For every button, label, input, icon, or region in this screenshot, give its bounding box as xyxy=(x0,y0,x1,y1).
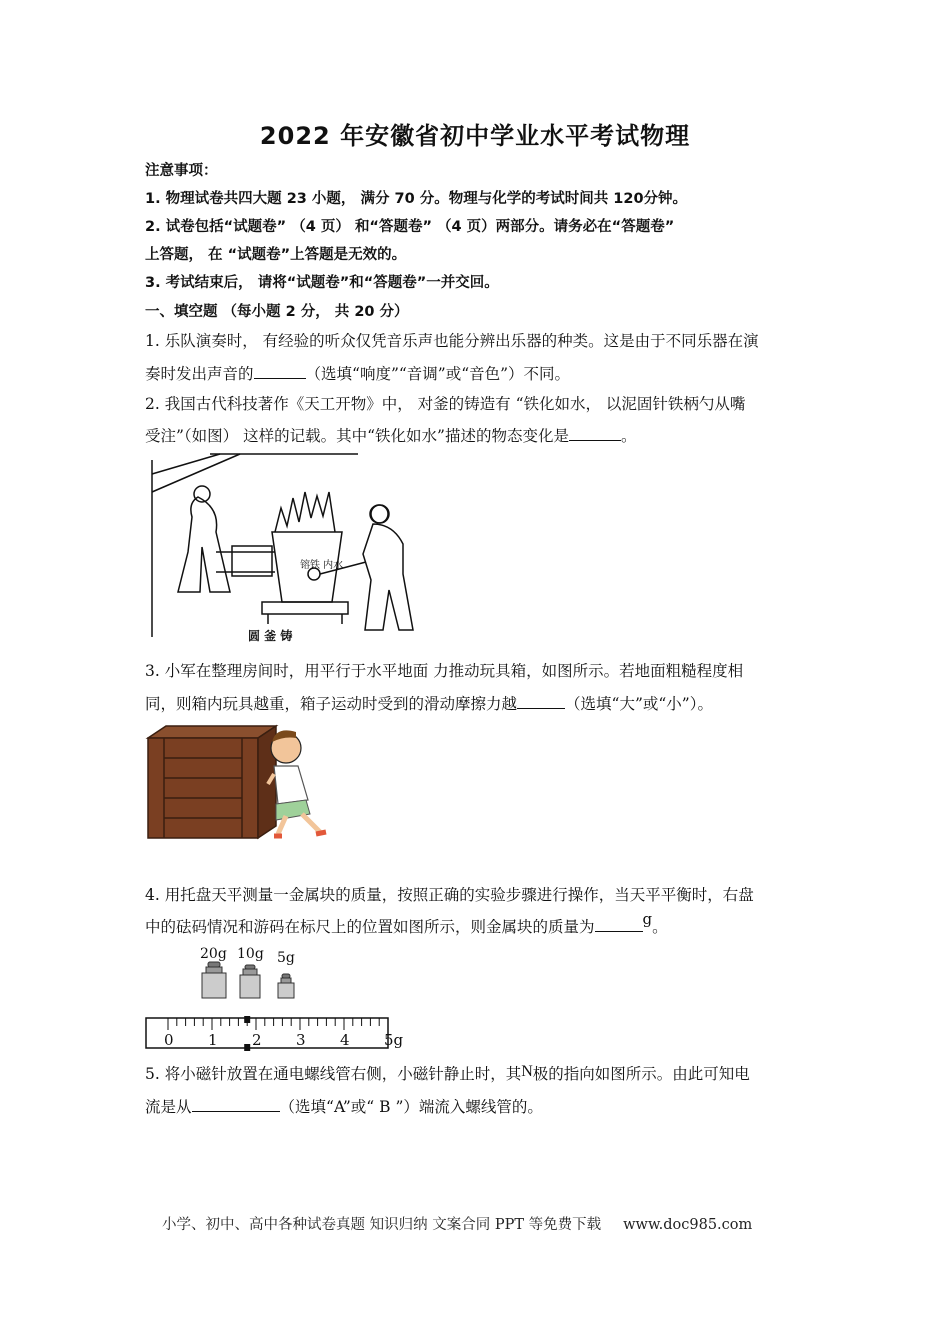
ruler-label: 4 xyxy=(340,1031,350,1049)
q3-answer-blank[interactable] xyxy=(517,692,565,709)
weight-10g xyxy=(240,965,260,998)
notes-item-1: 1. 物理试卷共四大题 23 小题， 满分 70 分。物理与化学的考试时间共 120分钟。 xyxy=(145,191,688,207)
pot-label: 镕铁 内水 xyxy=(300,560,344,571)
q3-line2 xyxy=(145,692,825,715)
notes-item-3: 3. 考试结束后， 请将“试题卷”和“答题卷”一并交回。 xyxy=(145,275,499,291)
q3-text-post: （选填“大”或“小”）。 xyxy=(565,695,713,713)
weight-5g xyxy=(278,974,294,998)
q4-answer-blank[interactable] xyxy=(595,915,643,932)
q2-line2 xyxy=(145,424,825,447)
notes-item-2-cont: 上答题， 在 “试题卷”上答题是无效的。 xyxy=(145,247,407,263)
ruler-label: 5g xyxy=(384,1031,404,1049)
q4-text-pre: 中的砝码情况和游码在标尺上的位置如图所示，则金属块的质量为 xyxy=(145,918,595,936)
q5-pole: N xyxy=(521,1063,533,1080)
page-title: 2022 年安徽省初中学业水平考试物理 xyxy=(259,122,691,150)
weight-20g xyxy=(202,962,226,998)
q5-answer-blank[interactable] xyxy=(192,1095,280,1112)
q1-text-pre: 奏时发出声音的 xyxy=(145,365,254,383)
ruler-label: 2 xyxy=(252,1031,262,1049)
q3-text-pre: 同，则箱内玩具越重，箱子运动时受到的滑动摩擦力越 xyxy=(145,695,518,713)
q5-text-pre2: 流是从 xyxy=(145,1098,192,1116)
q1-line1: 1. 乐队演奏时， 有经验的听众仅凭音乐声也能分辨出乐器的种类。这是由于不同乐器在演 xyxy=(145,332,759,350)
toy-box-illustration xyxy=(146,724,341,840)
q2-line1: 2. 我国古代科技著作《天工开物》中， 对釜的铸造有 “铁化如水， 以泥固针铁柄勺从嘴 xyxy=(145,395,746,413)
q1-answer-blank[interactable] xyxy=(254,362,306,379)
notes-heading: 注意事项： xyxy=(145,163,218,179)
q5-text-post: 极的指向如图所示。由此可知电 xyxy=(532,1065,750,1083)
ruler-label: 0 xyxy=(164,1031,174,1049)
q4-line2 xyxy=(145,910,825,938)
weight-20g-label: 20g xyxy=(200,946,227,962)
casting-illustration xyxy=(150,452,360,644)
q2-text-pre: 受注”（如图） 这样的记载。其中“铁化如水”描述的物态变化是 xyxy=(145,427,569,445)
section-heading: 一、填空题 （每小题 2 分， 共 20 分） xyxy=(145,304,409,320)
q2-answer-blank[interactable] xyxy=(569,424,621,441)
weight-10g-label: 10g xyxy=(237,946,264,962)
figure-caption: 圆 釜 铸 xyxy=(248,629,293,643)
q5-text-pre: 5. 将小磁针放置在通电螺线管右侧，小磁针静止时，其 xyxy=(145,1065,522,1083)
q5-line2 xyxy=(145,1095,825,1118)
q4-text-post: 。 xyxy=(652,918,668,936)
q3-line1: 3. 小军在整理房间时，用平行于水平地面 力推动玩具箱，如图所示。若地面粗糙程度相 xyxy=(145,662,744,680)
footer-link[interactable]: www.doc985.com xyxy=(623,1217,753,1233)
q5-text-post2: （选填“A”或“ B ”）端流入螺线管的。 xyxy=(279,1098,543,1116)
rider-slider-bottom[interactable] xyxy=(244,1044,250,1051)
q5-line1 xyxy=(145,1063,825,1086)
q1-line2 xyxy=(145,362,825,385)
q1-text-post: （选填“响度”“音调”或“音色”）不同。 xyxy=(305,365,571,383)
ruler xyxy=(146,1018,388,1048)
ruler-label: 3 xyxy=(296,1031,306,1049)
q4-unit: g xyxy=(642,910,653,928)
weight-5g-label: 5g xyxy=(277,950,295,966)
ruler-label: 1 xyxy=(208,1031,218,1049)
worker-right-illustration xyxy=(355,500,415,640)
footer xyxy=(162,1213,752,1234)
footer-text: 小学、初中、高中各种试卷真题 知识归纳 文案合同 PPT 等免费下载 xyxy=(162,1217,602,1233)
q2-text-post: 。 xyxy=(620,427,637,445)
rider-slider-top[interactable] xyxy=(244,1016,250,1023)
q4-line1: 4. 用托盘天平测量一金属块的质量，按照正确的实验步骤进行操作，当天平平衡时，右盘 xyxy=(145,886,754,904)
balance-weights-figure xyxy=(144,942,404,1052)
notes-item-2: 2. 试卷包括“试题卷” （4 页） 和“答题卷” （4 页）两部分。请务必在“答题卷” xyxy=(145,219,675,235)
